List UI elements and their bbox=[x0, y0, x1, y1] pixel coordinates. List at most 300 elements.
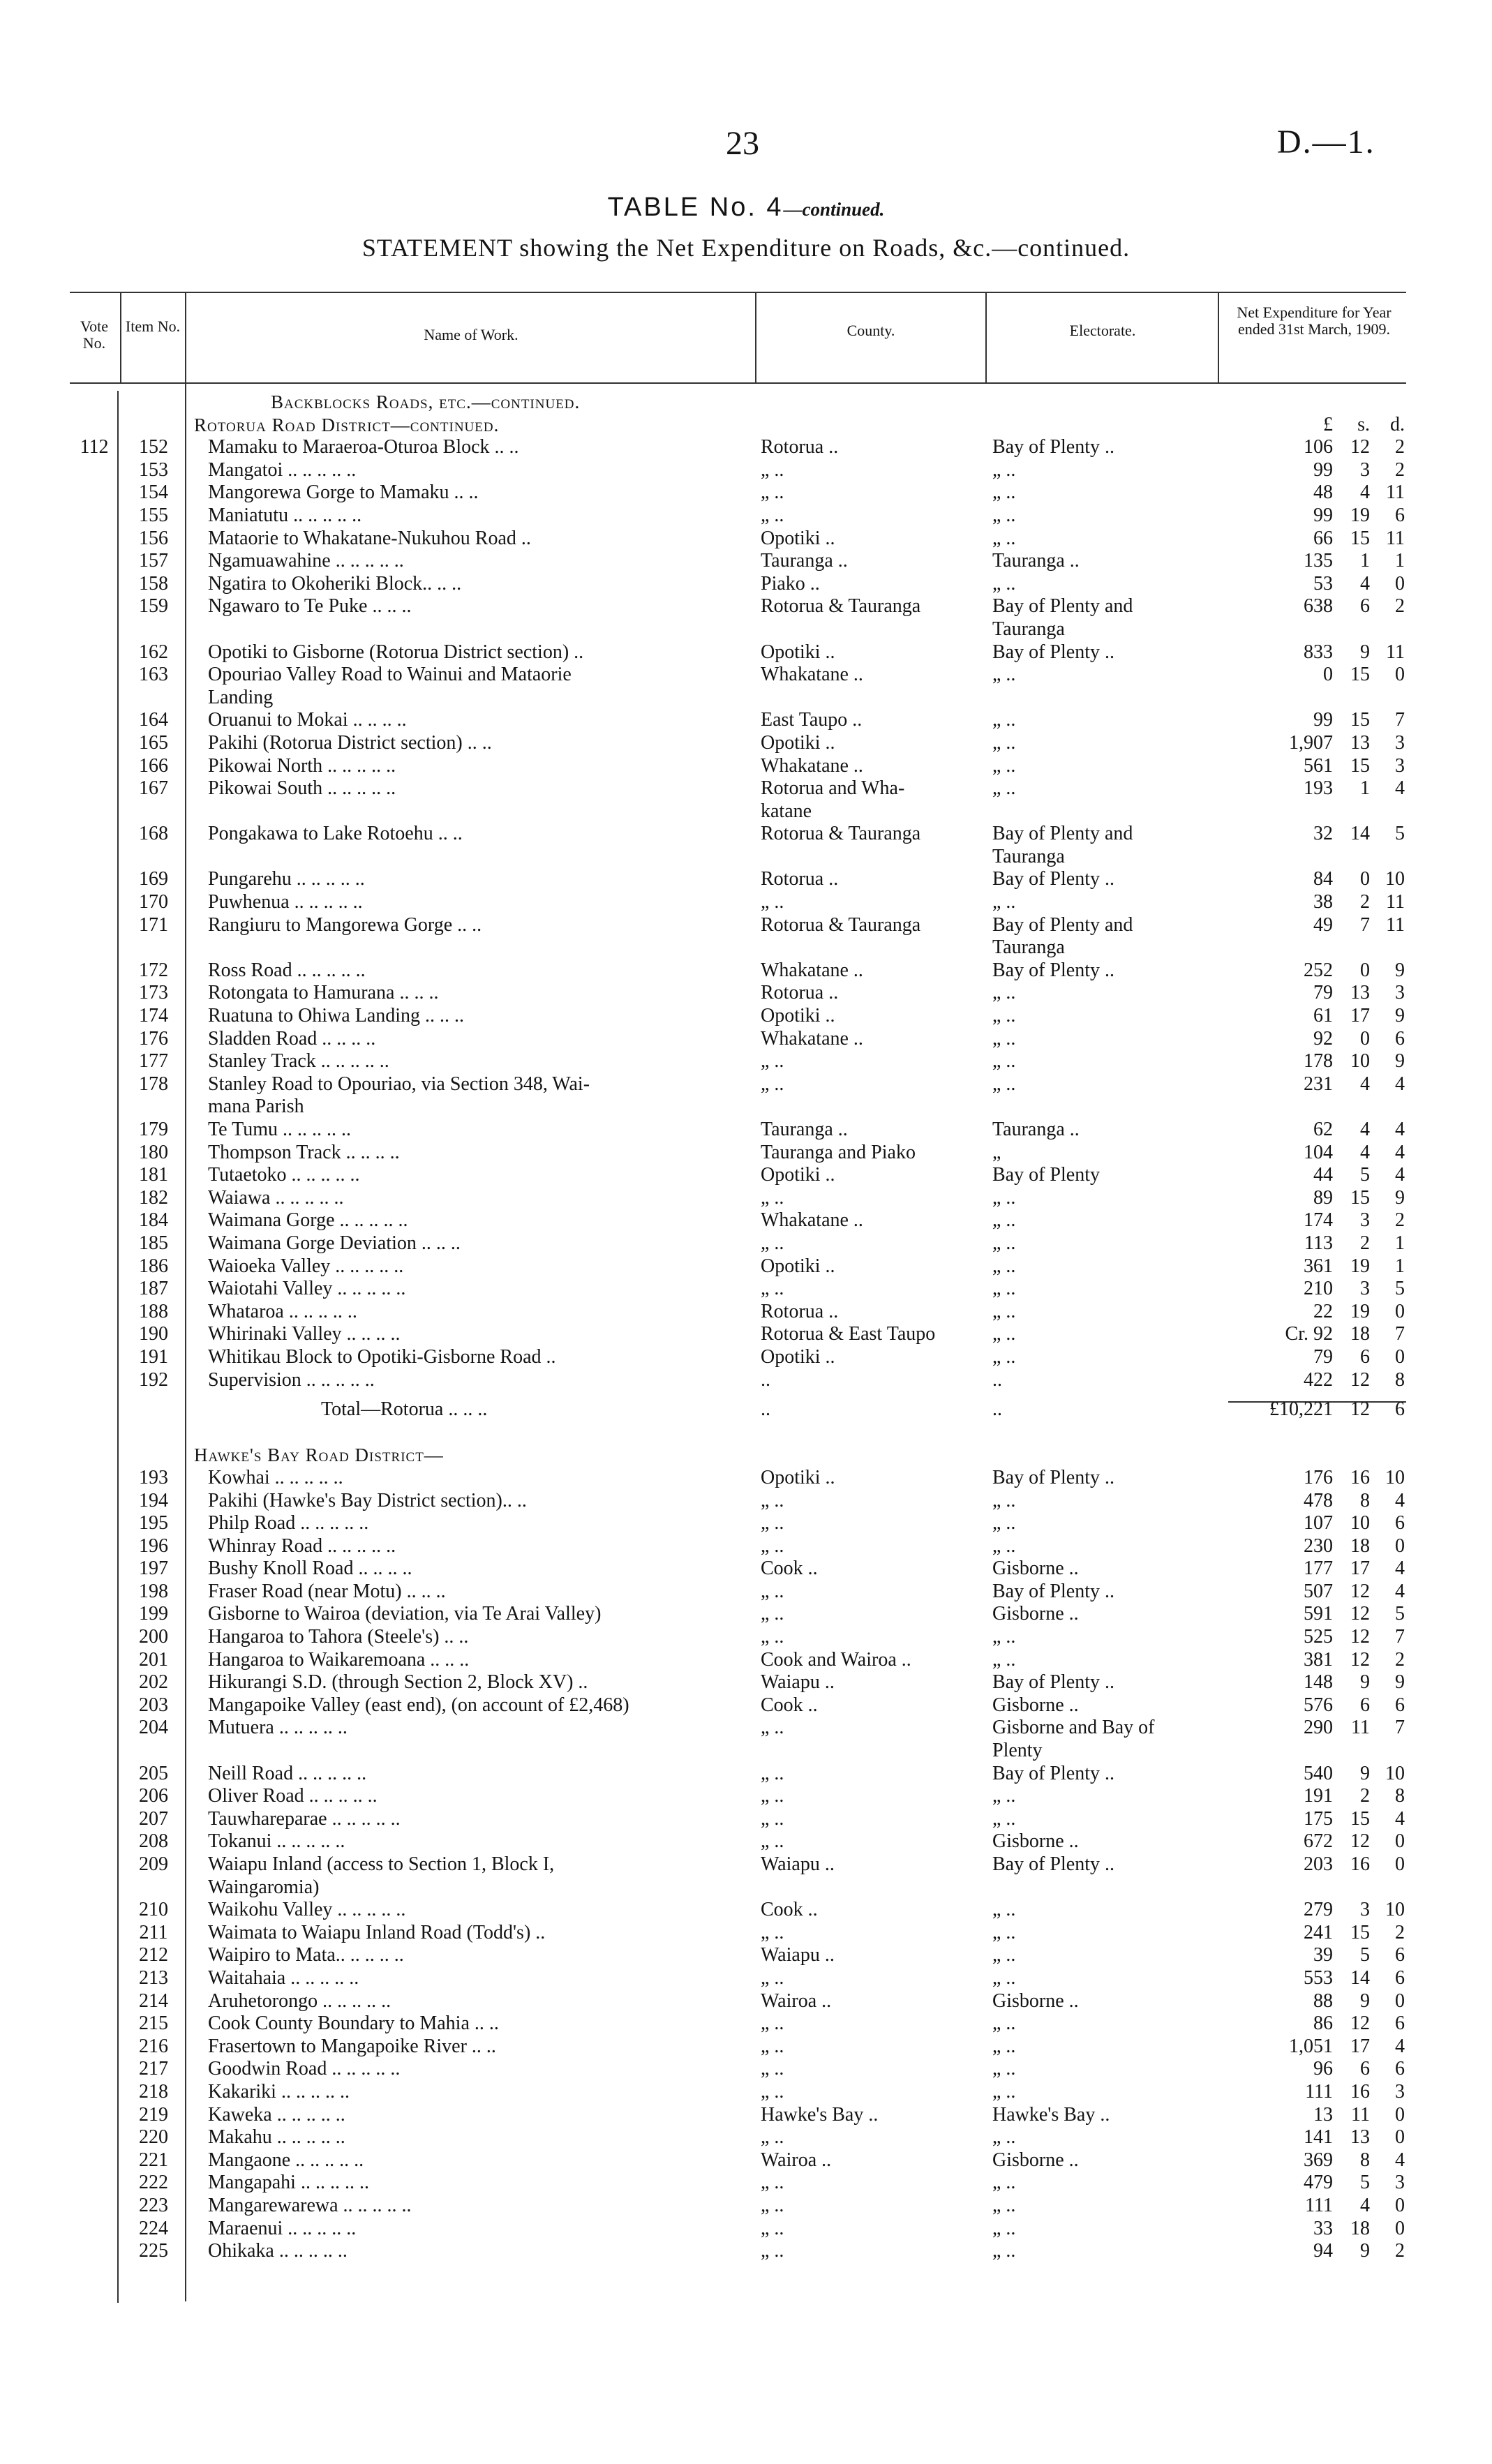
amount-pence: 5 bbox=[1395, 1603, 1405, 1625]
item-number: 167 bbox=[139, 777, 168, 800]
table-row bbox=[0, 2126, 1492, 2149]
work-name: Waiawa .. .. .. .. .. bbox=[208, 1186, 344, 1209]
amount-shillings: 17 bbox=[1350, 2035, 1370, 2057]
table-row bbox=[0, 1808, 1492, 1831]
work-name: Tutaetoko .. .. .. .. .. bbox=[208, 1164, 360, 1186]
amount-pence: 2 bbox=[1395, 1921, 1405, 1943]
county-name: „ .. bbox=[761, 1807, 784, 1830]
amount-pounds: 84 bbox=[1313, 868, 1333, 890]
amount-pence: 0 bbox=[1395, 2217, 1405, 2239]
county-name: „ .. bbox=[761, 2240, 784, 2262]
document-reference: D.—1. bbox=[1277, 124, 1375, 160]
amount-pence: 8 bbox=[1395, 1785, 1405, 1807]
table-row bbox=[0, 1301, 1492, 1324]
amount-pence: d. bbox=[1390, 413, 1405, 435]
amount-shillings: 12 bbox=[1350, 1626, 1370, 1648]
work-name: Mangatoi .. .. .. .. .. bbox=[208, 458, 357, 481]
amount-pounds: 507 bbox=[1304, 1580, 1333, 1602]
item-number: 220 bbox=[139, 2126, 168, 2149]
electorate-name: Gisborne .. bbox=[992, 2149, 1079, 2171]
item-number: 205 bbox=[139, 1762, 168, 1784]
work-name: Makahu .. .. .. .. .. bbox=[208, 2126, 345, 2149]
table-row bbox=[0, 1535, 1492, 1558]
item-number: 188 bbox=[139, 1300, 168, 1322]
amount-pounds: 174 bbox=[1304, 1209, 1333, 1232]
work-name: Whirinaki Valley .. .. .. .. bbox=[208, 1323, 401, 1345]
electorate-name: Hawke's Bay .. bbox=[992, 2103, 1110, 2126]
work-name: Whinray Road .. .. .. .. .. bbox=[208, 1535, 396, 1557]
amount-pence: 6 bbox=[1395, 1512, 1405, 1535]
work-name: Kakariki .. .. .. .. .. bbox=[208, 2080, 350, 2103]
item-number: 223 bbox=[139, 2194, 168, 2216]
item-number: 214 bbox=[139, 1989, 168, 2012]
electorate-name: „ .. bbox=[992, 481, 1016, 504]
work-name: Waimana Gorge Deviation .. .. .. bbox=[208, 1232, 461, 1254]
table-row bbox=[0, 2172, 1492, 2195]
county-name: .. bbox=[761, 1368, 770, 1391]
county-name: „ .. bbox=[761, 1966, 784, 1989]
amount-shillings: 4 bbox=[1360, 2194, 1370, 2216]
county-name: Tauranga .. bbox=[761, 550, 848, 572]
work-name: Ross Road .. .. .. .. .. bbox=[208, 959, 366, 981]
amount-pence: 2 bbox=[1395, 2240, 1405, 2262]
item-number: 157 bbox=[139, 550, 168, 572]
electorate-name: „ .. bbox=[992, 1323, 1016, 1345]
county-name: „ .. bbox=[761, 2013, 784, 2035]
item-number: 198 bbox=[139, 1580, 168, 1602]
amount-pounds: 191 bbox=[1304, 1785, 1333, 1807]
work-name: Ruatuna to Ohiwa Landing .. .. .. bbox=[208, 1005, 465, 1027]
work-name: Waitahaia .. .. .. .. .. bbox=[208, 1966, 359, 1989]
amount-pence: 0 bbox=[1395, 1535, 1405, 1557]
electorate-name: „ .. bbox=[992, 1489, 1016, 1511]
county-name: Rotorua .. bbox=[761, 1300, 839, 1322]
table-row bbox=[0, 2149, 1492, 2172]
amount-shillings: 6 bbox=[1360, 2058, 1370, 2080]
amount-pounds: 99 bbox=[1313, 458, 1333, 481]
table-row bbox=[0, 2058, 1492, 2081]
amount-pounds: 561 bbox=[1304, 754, 1333, 777]
electorate-name: „ .. bbox=[992, 2172, 1016, 2194]
electorate-name: „ .. bbox=[992, 1921, 1016, 1943]
electorate-name: Bay of Plenty .. bbox=[992, 436, 1114, 458]
amount-shillings: 0 bbox=[1360, 868, 1370, 890]
amount-pence: 3 bbox=[1395, 2080, 1405, 2103]
county-name: Whakatane .. bbox=[761, 1209, 863, 1232]
amount-shillings: 16 bbox=[1350, 2080, 1370, 2103]
amount-pence: 7 bbox=[1395, 1626, 1405, 1648]
electorate-name: „ .. bbox=[992, 891, 1016, 913]
table-row bbox=[0, 732, 1492, 755]
item-number: 166 bbox=[139, 754, 168, 777]
county-name: „ .. bbox=[761, 481, 784, 504]
amount-shillings: 1 bbox=[1360, 777, 1370, 800]
county-name: „ .. bbox=[761, 1785, 784, 1807]
column-header-county: County. bbox=[846, 322, 895, 339]
table-row bbox=[0, 755, 1492, 778]
amount-shillings: 16 bbox=[1350, 1466, 1370, 1488]
amount-pence: 8 bbox=[1395, 1368, 1405, 1391]
amount-shillings: 6 bbox=[1360, 595, 1370, 618]
electorate-name: „ .. bbox=[992, 2035, 1016, 2057]
work-name: Whataroa .. .. .. .. .. bbox=[208, 1300, 357, 1322]
table-row bbox=[0, 1028, 1492, 1051]
item-number: 221 bbox=[139, 2149, 168, 2171]
county-name: Opotiki .. bbox=[761, 1345, 835, 1368]
amount-pounds: 49 bbox=[1313, 913, 1333, 936]
table-row bbox=[0, 982, 1492, 1005]
item-number: 156 bbox=[139, 527, 168, 549]
electorate-name: Tauranga .. bbox=[992, 550, 1080, 572]
table-row bbox=[0, 687, 1492, 710]
amount-shillings: 9 bbox=[1360, 641, 1370, 663]
table-row bbox=[0, 641, 1492, 664]
work-name: Neill Road .. .. .. .. .. bbox=[208, 1762, 367, 1784]
amount-shillings: 19 bbox=[1350, 1255, 1370, 1277]
amount-pounds: 290 bbox=[1304, 1717, 1333, 1739]
electorate-name: Bay of Plenty .. bbox=[992, 1853, 1114, 1875]
work-name: Pakihi (Rotorua District section) .. .. bbox=[208, 731, 492, 754]
electorate-name: „ .. bbox=[992, 664, 1016, 686]
item-number: 186 bbox=[139, 1255, 168, 1277]
electorate-name: „ .. bbox=[992, 1899, 1016, 1921]
work-name: Waipiro to Mata.. .. .. .. .. bbox=[208, 1944, 404, 1966]
electorate-name: Bay of Plenty .. bbox=[992, 641, 1114, 663]
table-row bbox=[0, 1967, 1492, 1990]
amount-shillings: 2 bbox=[1360, 1232, 1370, 1254]
county-name: „ .. bbox=[761, 458, 784, 481]
amount-shillings: 4 bbox=[1360, 572, 1370, 595]
amount-pence: 11 bbox=[1386, 481, 1405, 504]
table-title bbox=[0, 193, 1492, 223]
amount-pence: 0 bbox=[1395, 1300, 1405, 1322]
amount-shillings: 0 bbox=[1360, 1027, 1370, 1050]
amount-pence: 3 bbox=[1395, 2172, 1405, 2194]
amount-pence: 0 bbox=[1395, 1853, 1405, 1875]
table-row bbox=[0, 1990, 1492, 2013]
amount-pounds: 61 bbox=[1313, 1005, 1333, 1027]
item-number: 176 bbox=[139, 1027, 168, 1050]
electorate-name: „ .. bbox=[992, 1050, 1016, 1073]
amount-shillings: 14 bbox=[1350, 1966, 1370, 1989]
item-number: 206 bbox=[139, 1785, 168, 1807]
county-name: katane bbox=[761, 800, 812, 822]
item-number: 215 bbox=[139, 2013, 168, 2035]
table-row bbox=[0, 1119, 1492, 1142]
amount-shillings: 5 bbox=[1360, 1944, 1370, 1966]
item-number: 178 bbox=[139, 1073, 168, 1095]
amount-pounds: 230 bbox=[1304, 1535, 1333, 1557]
amount-pence: 2 bbox=[1395, 436, 1405, 458]
item-number: 163 bbox=[139, 664, 168, 686]
table-row bbox=[0, 1785, 1492, 1808]
amount-shillings: 2 bbox=[1360, 1785, 1370, 1807]
work-name: Ngatira to Okoheriki Block.. .. .. bbox=[208, 572, 462, 595]
amount-pounds: 92 bbox=[1313, 1027, 1333, 1050]
table-row bbox=[0, 1853, 1492, 1876]
work-name: Ngamuawahine .. .. .. .. .. bbox=[208, 550, 404, 572]
amount-pence: 11 bbox=[1386, 891, 1405, 913]
work-name: Sladden Road .. .. .. .. bbox=[208, 1027, 376, 1050]
amount-pounds: 135 bbox=[1304, 550, 1333, 572]
table-row bbox=[0, 528, 1492, 551]
table-row bbox=[0, 1391, 1492, 1398]
section-heading bbox=[0, 414, 1492, 437]
work-name: Mangaone .. .. .. .. .. bbox=[208, 2149, 364, 2171]
item-number: 153 bbox=[139, 458, 168, 481]
amount-pounds: 79 bbox=[1313, 982, 1333, 1004]
electorate-name: Tauranga bbox=[992, 936, 1065, 959]
table-row bbox=[0, 2036, 1492, 2059]
amount-shillings: 17 bbox=[1350, 1558, 1370, 1580]
work-name: Hawke's Bay Road District— bbox=[194, 1444, 444, 1466]
item-number: 192 bbox=[139, 1368, 168, 1391]
work-name: Opotiki to Gisborne (Rotorua District section) .. bbox=[208, 641, 584, 663]
county-name: „ .. bbox=[761, 1580, 784, 1602]
amount-shillings: 19 bbox=[1350, 504, 1370, 526]
county-name: „ .. bbox=[761, 1830, 784, 1853]
item-number: 212 bbox=[139, 1944, 168, 1966]
electorate-name: „ .. bbox=[992, 2013, 1016, 2035]
item-number: 208 bbox=[139, 1830, 168, 1853]
item-number: 210 bbox=[139, 1899, 168, 1921]
amount-pence: 9 bbox=[1395, 1050, 1405, 1073]
electorate-name: „ .. bbox=[992, 2194, 1016, 2216]
table-row bbox=[0, 777, 1492, 800]
work-name: Waiotahi Valley .. .. .. .. .. bbox=[208, 1278, 406, 1300]
item-number: 209 bbox=[139, 1853, 168, 1875]
item-number: 174 bbox=[139, 1005, 168, 1027]
county-name: Rotorua and Wha- bbox=[761, 777, 905, 800]
electorate-name: „ .. bbox=[992, 777, 1016, 800]
work-name: Rangiuru to Mangorewa Gorge .. .. bbox=[208, 913, 482, 936]
item-number: 180 bbox=[139, 1141, 168, 1163]
amount-pence: 2 bbox=[1395, 1209, 1405, 1232]
statement-heading: STATEMENT showing the Net Expenditure on Roads, &c.—continued. bbox=[361, 234, 1131, 262]
amount-pence: 4 bbox=[1395, 1119, 1405, 1140]
table-row bbox=[0, 1490, 1492, 1513]
county-name: Waiapu .. bbox=[761, 1944, 835, 1966]
electorate-name: „ .. bbox=[992, 1648, 1016, 1671]
amount-pounds: 44 bbox=[1313, 1164, 1333, 1186]
amount-pounds: 478 bbox=[1304, 1489, 1333, 1511]
table-row bbox=[0, 1050, 1492, 1073]
amount-shillings: 17 bbox=[1350, 1005, 1370, 1027]
work-name: Mangapoike Valley (east end), (on account of £2,468) bbox=[208, 1694, 629, 1716]
county-name: Cook .. bbox=[761, 1899, 818, 1921]
item-number: 187 bbox=[139, 1278, 168, 1300]
table-title-continued: —continued. bbox=[783, 199, 885, 220]
item-number: 154 bbox=[139, 481, 168, 504]
county-name: Whakatane .. bbox=[761, 754, 863, 777]
item-number: 177 bbox=[139, 1050, 168, 1073]
electorate-name: Bay of Plenty and bbox=[992, 913, 1133, 936]
county-name: „ .. bbox=[761, 1232, 784, 1254]
item-number: 162 bbox=[139, 641, 168, 663]
amount-pence: 3 bbox=[1395, 754, 1405, 777]
table-row bbox=[0, 1346, 1492, 1369]
amount-pence: 4 bbox=[1395, 1807, 1405, 1830]
amount-shillings: 4 bbox=[1360, 1141, 1370, 1163]
amount-shillings: 18 bbox=[1350, 1323, 1370, 1345]
amount-pence: 9 bbox=[1395, 1186, 1405, 1209]
electorate-name: Bay of Plenty .. bbox=[992, 868, 1114, 890]
amount-pence: 0 bbox=[1395, 2194, 1405, 2216]
electorate-name: „ .. bbox=[992, 2240, 1016, 2262]
header-bottom-rule bbox=[70, 382, 1406, 384]
amount-shillings: 9 bbox=[1360, 1989, 1370, 2012]
amount-pence: 6 bbox=[1395, 1027, 1405, 1050]
section-heading bbox=[0, 391, 1492, 414]
electorate-name: .. bbox=[992, 1398, 1002, 1421]
item-number: 217 bbox=[139, 2058, 168, 2080]
electorate-name: „ .. bbox=[992, 1966, 1016, 1989]
amount-pence: 1 bbox=[1395, 550, 1405, 572]
item-number: 224 bbox=[139, 2217, 168, 2239]
amount-shillings: 18 bbox=[1350, 2217, 1370, 2239]
amount-pounds: 141 bbox=[1304, 2126, 1333, 2149]
electorate-name: „ .. bbox=[992, 572, 1016, 595]
amount-shillings: 16 bbox=[1350, 1853, 1370, 1875]
county-name: „ .. bbox=[761, 1921, 784, 1943]
electorate-name: „ .. bbox=[992, 2217, 1016, 2239]
electorate-name: Bay of Plenty and bbox=[992, 823, 1133, 845]
table-row bbox=[0, 1255, 1492, 1278]
table-row bbox=[0, 1467, 1492, 1490]
table-row bbox=[0, 505, 1492, 528]
county-name: „ .. bbox=[761, 2217, 784, 2239]
amount-pounds: 111 bbox=[1305, 2080, 1333, 2103]
item-number: 225 bbox=[139, 2240, 168, 2262]
work-name: Maraenui .. .. .. .. .. bbox=[208, 2217, 357, 2239]
table-row bbox=[0, 436, 1492, 459]
amount-pounds: 369 bbox=[1304, 2149, 1333, 2171]
table-row bbox=[0, 2195, 1492, 2218]
amount-shillings: 1 bbox=[1360, 550, 1370, 572]
amount-shillings: 19 bbox=[1350, 1300, 1370, 1322]
county-name: Rotorua & Tauranga bbox=[761, 595, 921, 618]
amount-pounds: 53 bbox=[1313, 572, 1333, 595]
amount-shillings: 14 bbox=[1350, 823, 1370, 845]
amount-shillings: 12 bbox=[1350, 1648, 1370, 1671]
county-name: Wairoa .. bbox=[761, 2149, 832, 2171]
amount-pence: 9 bbox=[1395, 1005, 1405, 1027]
amount-shillings: 13 bbox=[1350, 982, 1370, 1004]
county-name: Waiapu .. bbox=[761, 1671, 835, 1694]
item-number: 172 bbox=[139, 959, 168, 981]
item-number: 213 bbox=[139, 1966, 168, 1989]
amount-shillings: 15 bbox=[1350, 527, 1370, 549]
amount-pounds: 89 bbox=[1313, 1186, 1333, 1209]
item-number: 179 bbox=[139, 1119, 168, 1140]
amount-pence: 2 bbox=[1395, 595, 1405, 618]
table-row bbox=[0, 1830, 1492, 1853]
amount-pounds: 553 bbox=[1304, 1966, 1333, 1989]
section-heading bbox=[0, 1444, 1492, 1467]
amount-pounds: £ bbox=[1323, 413, 1333, 435]
work-name: Mamaku to Maraeroa-Oturoa Block .. .. bbox=[208, 436, 519, 458]
amount-pence: 4 bbox=[1395, 1141, 1405, 1163]
electorate-name: Bay of Plenty bbox=[992, 1164, 1100, 1186]
county-name: Opotiki .. bbox=[761, 527, 835, 549]
electorate-name: Gisborne .. bbox=[992, 1830, 1079, 1853]
county-name: Opotiki .. bbox=[761, 1005, 835, 1027]
amount-shillings: 3 bbox=[1360, 458, 1370, 481]
amount-shillings: 8 bbox=[1360, 2149, 1370, 2171]
amount-pounds: 193 bbox=[1304, 777, 1333, 800]
table-row bbox=[0, 1717, 1492, 1740]
work-name: Bushy Knoll Road .. .. .. .. bbox=[208, 1558, 412, 1580]
county-name: Cook .. bbox=[761, 1694, 818, 1716]
work-name: Pungarehu .. .. .. .. .. bbox=[208, 868, 365, 890]
item-number: 203 bbox=[139, 1694, 168, 1716]
header-top-rule bbox=[70, 292, 1406, 293]
county-name: „ .. bbox=[761, 1762, 784, 1784]
amount-shillings: 4 bbox=[1360, 481, 1370, 504]
work-name: Pakihi (Hawke's Bay District section).. .. bbox=[208, 1489, 527, 1511]
amount-pence: 4 bbox=[1395, 2035, 1405, 2057]
amount-pounds: 39 bbox=[1313, 1944, 1333, 1966]
table-row bbox=[0, 2240, 1492, 2263]
item-number: 193 bbox=[139, 1466, 168, 1488]
amount-pounds: 479 bbox=[1304, 2172, 1333, 2194]
item-number: 152 bbox=[139, 436, 168, 458]
amount-pence: 4 bbox=[1395, 1164, 1405, 1186]
table-row bbox=[0, 595, 1492, 618]
county-name: Wairoa .. bbox=[761, 1989, 832, 2012]
item-number: 191 bbox=[139, 1345, 168, 1368]
work-name: Mangapahi .. .. .. .. .. bbox=[208, 2172, 369, 2194]
amount-shillings: 5 bbox=[1360, 1164, 1370, 1186]
item-number: 170 bbox=[139, 891, 168, 913]
amount-pounds: 94 bbox=[1313, 2240, 1333, 2262]
county-name: Opotiki .. bbox=[761, 1466, 835, 1488]
county-name: „ .. bbox=[761, 1050, 784, 1073]
amount-pence: 5 bbox=[1395, 823, 1405, 845]
item-number: 164 bbox=[139, 709, 168, 731]
county-name: „ .. bbox=[761, 1489, 784, 1511]
county-name: „ .. bbox=[761, 1278, 784, 1300]
electorate-name: „ .. bbox=[992, 1785, 1016, 1807]
amount-pence: 0 bbox=[1395, 2103, 1405, 2126]
page-number: 23 bbox=[726, 125, 759, 162]
amount-shillings: 9 bbox=[1360, 1762, 1370, 1784]
item-number: 211 bbox=[139, 1921, 168, 1943]
item-number: 181 bbox=[139, 1164, 168, 1186]
amount-pounds: 48 bbox=[1313, 481, 1333, 504]
column-header-name: Name of Work. bbox=[424, 326, 519, 343]
work-name: Opouriao Valley Road to Wainui and Mataorie bbox=[208, 664, 572, 686]
table-row bbox=[0, 1649, 1492, 1672]
amount-shillings: 18 bbox=[1350, 1535, 1370, 1557]
item-number: 165 bbox=[139, 731, 168, 754]
amount-pounds: 0 bbox=[1323, 664, 1333, 686]
amount-pence: 9 bbox=[1395, 959, 1405, 981]
electorate-name: „ .. bbox=[992, 1807, 1016, 1830]
amount-pence: 5 bbox=[1395, 1278, 1405, 1300]
amount-pence: 3 bbox=[1395, 731, 1405, 754]
electorate-name: „ .. bbox=[992, 1345, 1016, 1368]
amount-pounds: 1,907 bbox=[1289, 731, 1333, 754]
electorate-name: „ .. bbox=[992, 1512, 1016, 1535]
amount-shillings: 10 bbox=[1350, 1050, 1370, 1073]
electorate-name: „ .. bbox=[992, 458, 1016, 481]
amount-pence: 0 bbox=[1395, 572, 1405, 595]
amount-shillings: 4 bbox=[1360, 1073, 1370, 1095]
table-row bbox=[0, 618, 1492, 641]
amount-shillings: 5 bbox=[1360, 2172, 1370, 2194]
work-name: Mangorewa Gorge to Mamaku .. .. bbox=[208, 481, 479, 504]
